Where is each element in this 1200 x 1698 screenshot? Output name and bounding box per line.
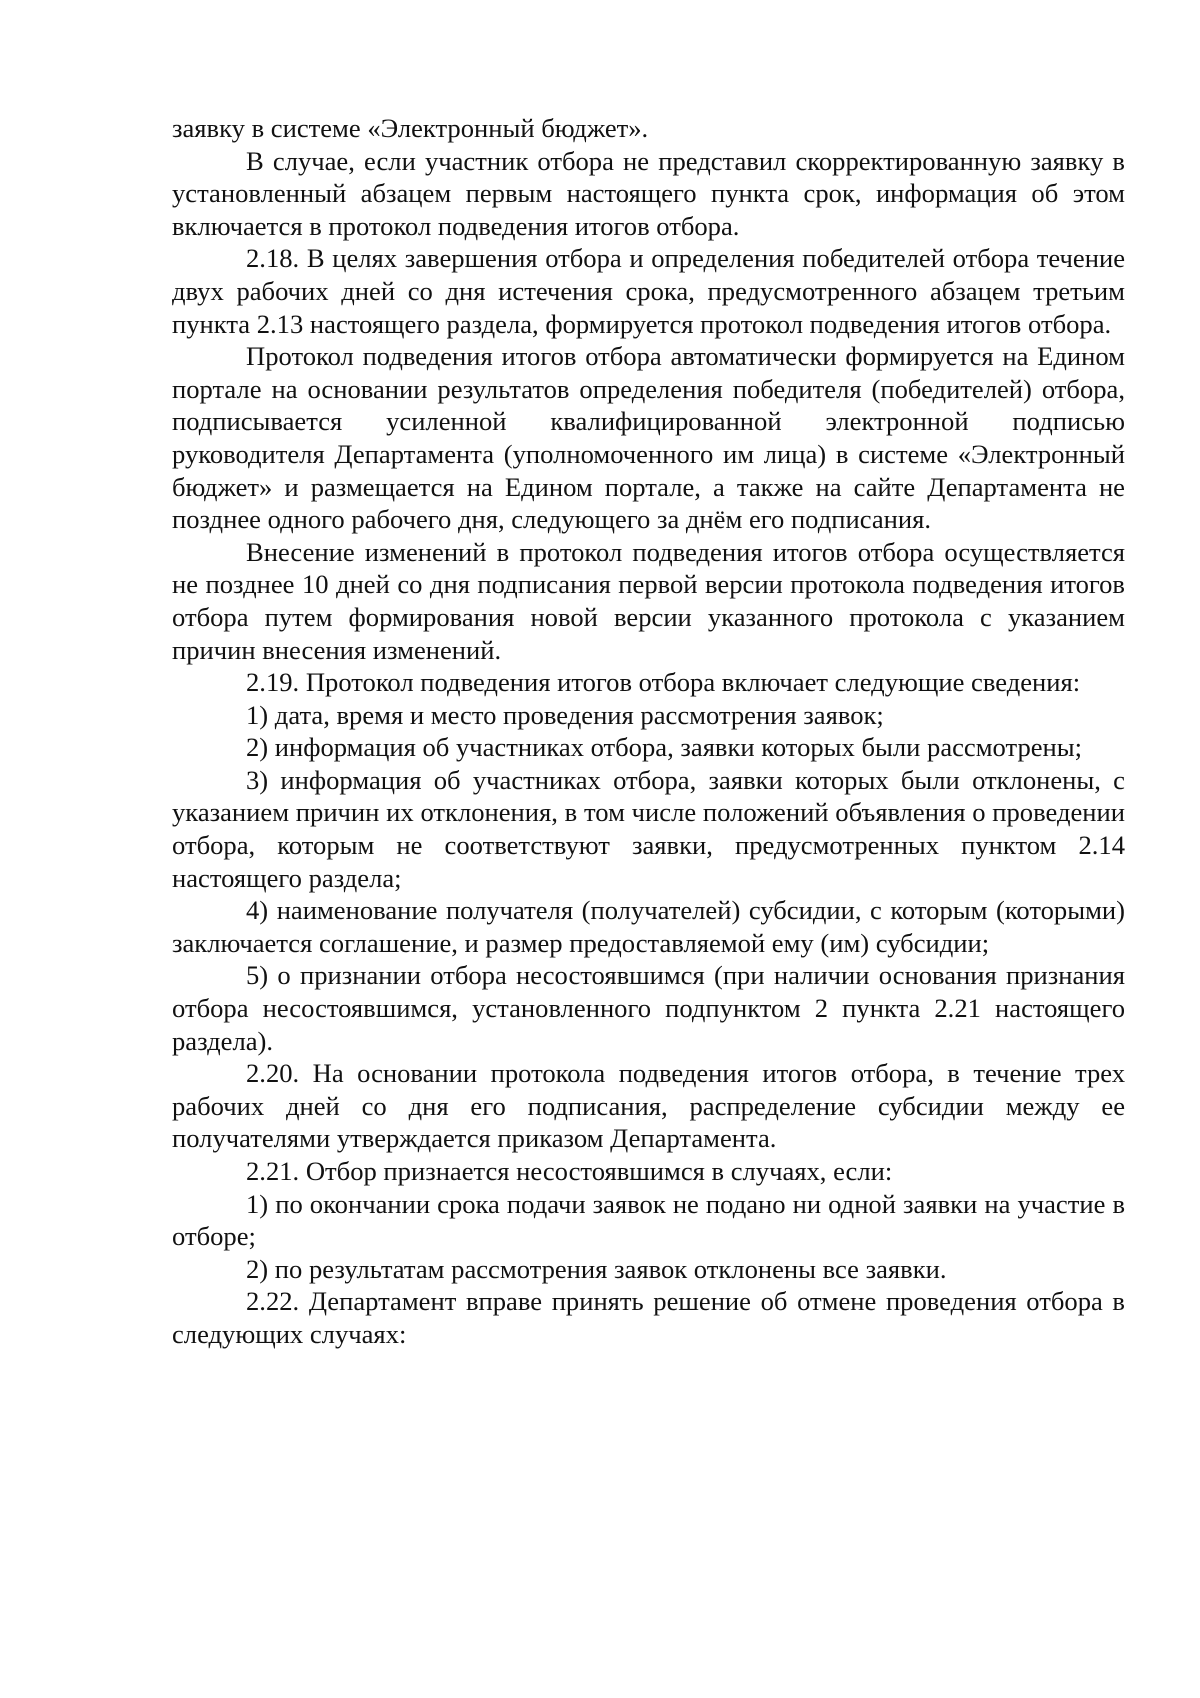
paragraph-protocol-changes: Внесение изменений в протокол подведения итогов отбора осуществляется не позднее 10 дней со дня подписания первой версии протокола подведения итогов отбора путем формирования новой версии указанного протокола с указанием причин внесения изменений. [172, 536, 1125, 665]
paragraph-2-22: 2.22. Департамент вправе принять решение об отмене проведения отбора в следующих случаях: [172, 1286, 1125, 1349]
list-item-2-19-5: 5) о признании отбора несостоявшимся (при наличии основания признания отбора несостоявшимся, установленного подпунктом 2 пункта 2.21 настоящего раздела). [172, 960, 1125, 1056]
paragraph-2-18: 2.18. В целях завершения отбора и определения победителей отбора течение двух рабочих дней со дня истечения срока, предусмотренного абзацем третьим пункта 2.13 настоящего раздела, формируется протокол подведения итогов отбора. [172, 243, 1125, 339]
paragraph-2-19: 2.19. Протокол подведения итогов отбора включает следующие сведения: [246, 667, 1081, 698]
list-item-2-19-1: 1) дата, время и место проведения рассмотрения заявок; [246, 699, 884, 730]
paragraph-protocol-formation: Протокол подведения итогов отбора автоматически формируется на Едином портале на основании результатов определения победителя (победителей) отбора, подписывается усиленной квалифицированной электронной подписью руководителя Департамента (уполномоченного им лица) в системе «Электронный бюджет» и размещается на Едином портале, а также на сайте Департамента не позднее одного рабочего дня, следующего за днём его подписания. [172, 341, 1125, 535]
list-item-2-19-2: 2) информация об участниках отбора, заявки которых были рассмотрены; [246, 732, 1083, 763]
paragraph-2-21: 2.21. Отбор признается несостоявшимся в случаях, если: [246, 1156, 893, 1186]
list-item-2-19-4: 4) наименование получателя (получателей) субсидии, с которым (которыми) заключается соглашение, и размер предоставляемой ему (им) субсидии; [172, 895, 1125, 958]
list-item-2-21-1: 1) по окончании срока подачи заявок не подано ни одной заявки на участие в отборе; [172, 1188, 1125, 1252]
list-item-2-19-3: 3) информация об участниках отбора, заявки которых были отклонены, с указанием причин их отклонения, в том числе положений объявления о проведении отбора, которым не соответствуют заявки, предусмотренных пунктом 2.14 настоящего раздела; [172, 764, 1125, 893]
list-item-2-21-2: 2) по результатам рассмотрения заявок отклонены все заявки. [246, 1253, 947, 1284]
paragraph-continuation: заявку в системе «Электронный бюджет». [172, 113, 649, 143]
paragraph-2-20: 2.20. На основании протокола подведения итогов отбора, в течение трех рабочих дней со дня его подписания, распределение субсидии между ее получателями утверждается приказом Департамента. [172, 1058, 1125, 1154]
paragraph-corrected-application: В случае, если участник отбора не представил скорректированную заявку в установленный абзацем первым настоящего пункта срок, информация об этом включается в протокол подведения итогов отбора. [172, 145, 1125, 241]
document-body [172, 112, 1125, 1351]
